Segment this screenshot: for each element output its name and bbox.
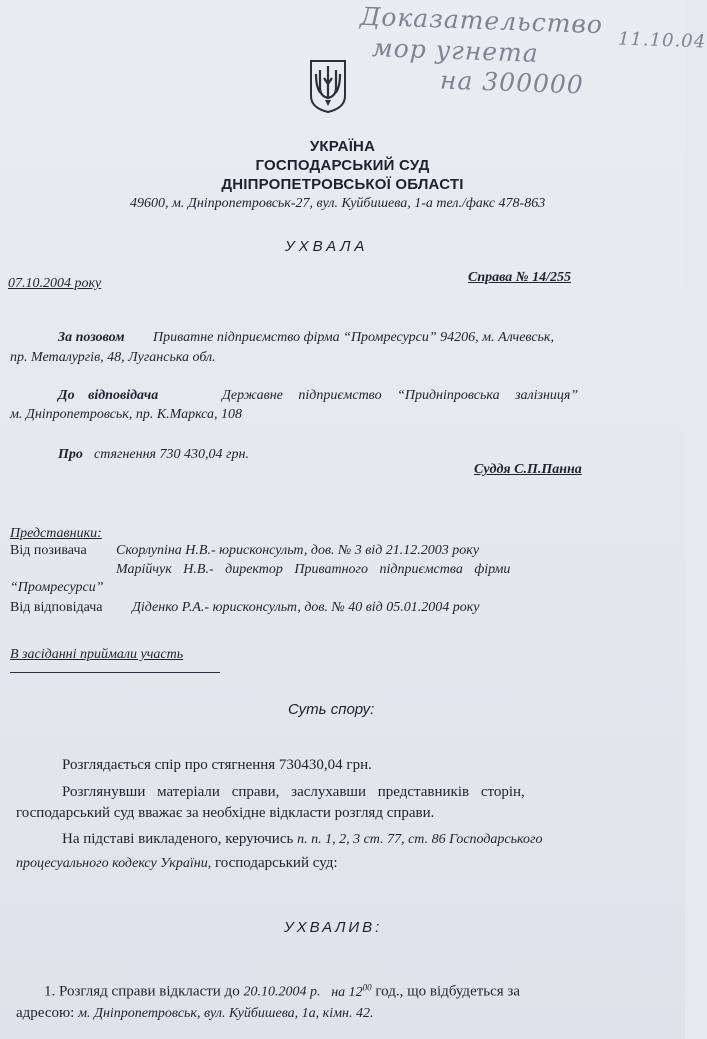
body-paragraph-2-line1: Розглянувши матеріали справи, заслухавши представників сторін, (62, 784, 525, 800)
defendant-representative: Діденко Р.А.- юрисконсульт, дов. № 40 від 05.01.2004 року (132, 600, 480, 615)
judge-name: Суддя С.П.Панна (474, 462, 582, 477)
body-paragraph-2-line2: господарський суд вважає за необхідне відкласти розгляд справи. (16, 805, 435, 821)
body-paragraph-3-line1 (62, 831, 543, 848)
header-court: ГОСПОДАРСЬКИЙ СУД (255, 157, 430, 174)
handwritten-note-line3: на 300000 (439, 65, 585, 100)
body-paragraph-1: Розглядається спір про стягнення 730430,04 грн. (62, 757, 372, 773)
decision-item-1-time-minutes: 00 (362, 982, 372, 992)
participants-heading: В засіданні приймали участь (10, 647, 184, 662)
handwritten-note-line2: мор угнета (371, 33, 540, 68)
p3-text-a: На підставі викладеного, керуючись (62, 831, 294, 847)
p3-law-reference: п. п. 1, 2, 3 ст. 77, ст. 86 Господарського (297, 832, 543, 847)
dispute-heading: Суть спору: (288, 701, 375, 718)
decision-item-1-time: на $12^{00}$ (331, 982, 372, 1000)
header-country: УКРАЇНА (309, 138, 376, 155)
header-region: ДНІПРОПЕТРОВСЬКОЇ ОБЛАСТІ (221, 176, 464, 193)
document-date: 07.10.2004 року (8, 276, 102, 291)
body-paragraph-3-line2 (16, 855, 338, 872)
plaintiff-line2: пр. Металургів, 48, Луганська обл. (10, 350, 216, 365)
decision-address-label: адресою: (16, 1005, 75, 1021)
decision-item-1-text-b: год., що відбудеться за (375, 983, 521, 1000)
header-address: 49600, м. Дніпропетровськ-27, вул. Куйбишева, 1-а тел./факс 478-863 (130, 196, 546, 211)
decision-item-1-line2 (16, 1005, 374, 1022)
defendant-label: До відповідача (58, 388, 159, 403)
plaintiff-label: За позовом (58, 330, 125, 345)
defendant-line1: Державне підприємство “Придніпровська залізниця” (222, 388, 579, 403)
from-defendant-label: Від відповідача (10, 600, 103, 615)
from-plaintiff-label: Від позивача (10, 543, 87, 558)
p3-text-b: господарський суд: (214, 855, 338, 871)
subject-label: Про (58, 447, 83, 462)
plaintiff-line1: Приватне підприємство фірма “Промресурси” 94206, м. Алчевськ, (153, 330, 554, 345)
case-number: Справа № 14/255 (468, 270, 571, 285)
representatives-heading: Представники: (10, 526, 102, 541)
plaintiff-representative-2-cont: “Промресурси” (10, 580, 104, 595)
p3-code-name: процесуального кодексу України, (16, 856, 212, 871)
plaintiff-representative-1: Скорлупіна Н.В.- юрисконсульт, дов. № 3 від 21.12.2003 року (116, 543, 480, 558)
plaintiff-representative-2: Марійчук Н.В.- директор Приватного підприємства фірми (116, 562, 511, 577)
decision-item-1-line1 (44, 982, 520, 1001)
subject-text: стягнення 730 430,04 грн. (94, 447, 249, 462)
decision-heading: УХВАЛИВ: (284, 919, 383, 936)
divider-line (10, 672, 220, 673)
decision-item-1-text: 1. Розгляд справи відкласти до (44, 983, 240, 1000)
coat-of-arms-icon (308, 58, 348, 114)
decision-address: м. Дніпропетровськ, вул. Куйбишева, 1а, кімн. 42. (78, 1006, 374, 1021)
handwritten-corner-date: 11.10.04 (617, 28, 707, 53)
document-title: УХВАЛА (285, 238, 369, 255)
defendant-line2: м. Дніпропетровськ, пр. К.Маркса, 108 (10, 407, 242, 422)
handwritten-note-line1: Доказательство (359, 1, 604, 40)
decision-item-1-date: 20.10.2004 р. (243, 984, 321, 1000)
